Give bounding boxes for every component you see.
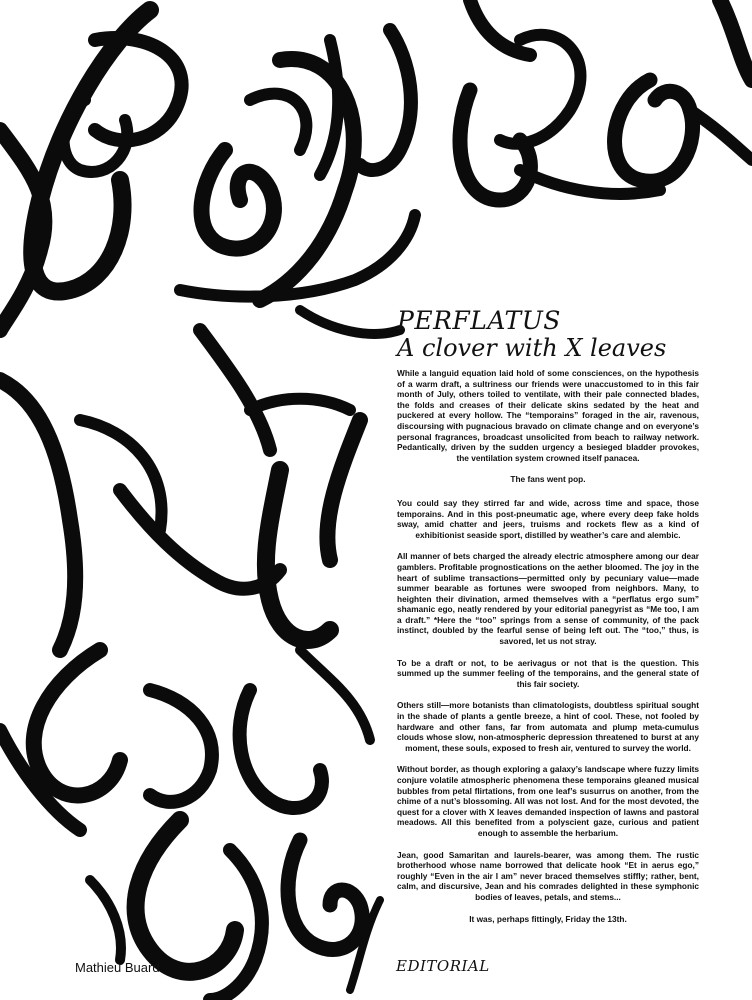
calligraphy-stroke	[201, 150, 273, 249]
calligraphy-stroke	[200, 330, 270, 450]
calligraphy-stroke	[720, 0, 752, 80]
paragraph: You could say they stirred far and wide, across time and space, those temporains. And in this post-pneumatic age, where every deep fake holds sway, amid chatter and jeers, truisms and rockets flew as a kind of exhibitionist seaside sport, distilled by weather’s care and alembic.	[397, 497, 699, 540]
section-label: EDITORIAL	[396, 957, 490, 975]
calligraphy-stroke	[120, 490, 280, 589]
calligraphy-stroke	[470, 0, 530, 55]
article-title: PERFLATUS	[397, 306, 561, 335]
calligraphy-stroke	[180, 215, 415, 297]
calligraphy-stroke	[615, 80, 693, 181]
calligraphy-stroke	[0, 380, 75, 650]
calligraphy-stroke	[250, 94, 306, 150]
calligraphy-stroke	[300, 310, 400, 334]
calligraphy-stroke	[0, 130, 44, 330]
calligraphy-stroke	[288, 840, 362, 949]
calligraphy-stroke	[90, 880, 121, 960]
calligraphy-stroke	[136, 820, 235, 972]
article-title-block	[397, 308, 717, 360]
paragraph: All manner of bets charged the already electric atmosphere among our dear gamblers. Profitable prognostications on the aether bloomed. The joy in the heart of sublime transactions—permitted only by pecuniary value—made summer bearable as fortunes were swooped from neighbors. Many, to heighten their divination, armed themselves with a “perflatus ergo sum” shamanic ego, neatly rendered by your editorial panegyrist as “Me too, I am a draft.” *Here the “too” springs from a sense of community, of the pack instinct, doubled by the fearful sense of being left out. The “too,” thus, is savored, let us not stray.	[397, 551, 699, 647]
calligraphy-stroke	[32, 10, 150, 292]
calligraphy-stroke	[327, 420, 360, 560]
calligraphy-stroke	[240, 690, 322, 808]
calligraphy-stroke	[80, 420, 162, 530]
article-subtitle: A clover with X leaves	[397, 334, 667, 362]
paragraph: The fans went pop.	[510, 474, 586, 485]
paragraph: To be a draft or not, to be aerivagus or not that is the question. This summed up the summer feeling of the temporains, and the general state of this fair society.	[397, 657, 699, 689]
paragraph: Jean, good Samaritan and laurels-bearer, was among them. The rustic brotherhood whose name borrowed that delicate hook “Et in aerus ego,” roughly “Even in the air I am” never braced themselves stiffly; rather, bent, calm, and discursive, Jean and his comrades delighted in these symphonic bodies of leaves, petals, and stems...	[397, 849, 699, 902]
calligraphy-stroke	[266, 470, 330, 640]
calligraphy-stroke	[300, 650, 370, 740]
calligraphy-stroke	[34, 650, 120, 795]
article-body	[397, 368, 699, 937]
paragraph: While a languid equation laid hold of some consciences, on the hypothesis of a warm draft, a sultriness our friends were unaccustomed to in this fair month of July, others toiled to ventilate, with their pale connected blades, the folds and creases of their delicate skins sedated by the heat and puckered at every hollow. The “temporains” foraged in the air, ravenous, discoursing with pugnacious bravado on climate change and on everyone’s personal fragrances, broadcast unsolicited from beach to railway network. Pedantically, driven by the sudden urgency a besieged bladder provokes, the ventilation system crowned itself panacea.	[397, 368, 699, 463]
author-name: Mathieu Buard	[75, 960, 160, 975]
paragraph: It was, perhaps fittingly, Friday the 13th.	[469, 913, 627, 924]
paragraph: Others still—more botanists than climatologists, doubtless spiritual sought in the shade of plants a gentle breeze, a hint of cool. These, not fooled by hardware and other fans, far from automata and plump meta-cumulus clouds whose slow, non-atmospheric depression threatened to burst at any moment, these souls, exposed to fresh air, ventured to survey the world.	[397, 700, 699, 753]
calligraphy-stroke	[250, 399, 350, 410]
paragraph: Without border, as though exploring a galaxy’s landscape where fuzzy limits conjure volatile atmospheric phenomena these temporains gleaned musical bubbles from petal flirtations, from one leaf’s susurrus on another, from the chime of a nut’s blossoming. All was not lost. And for the most devoted, the quest for a clover with X leaves demanded inspection of lawns and pastoral meadows. All this benefited from a polyscient gaze, curious and patient enough to assemble the herbarium.	[397, 764, 699, 838]
calligraphy-stroke	[360, 30, 411, 170]
calligraphy-stroke	[150, 690, 212, 802]
